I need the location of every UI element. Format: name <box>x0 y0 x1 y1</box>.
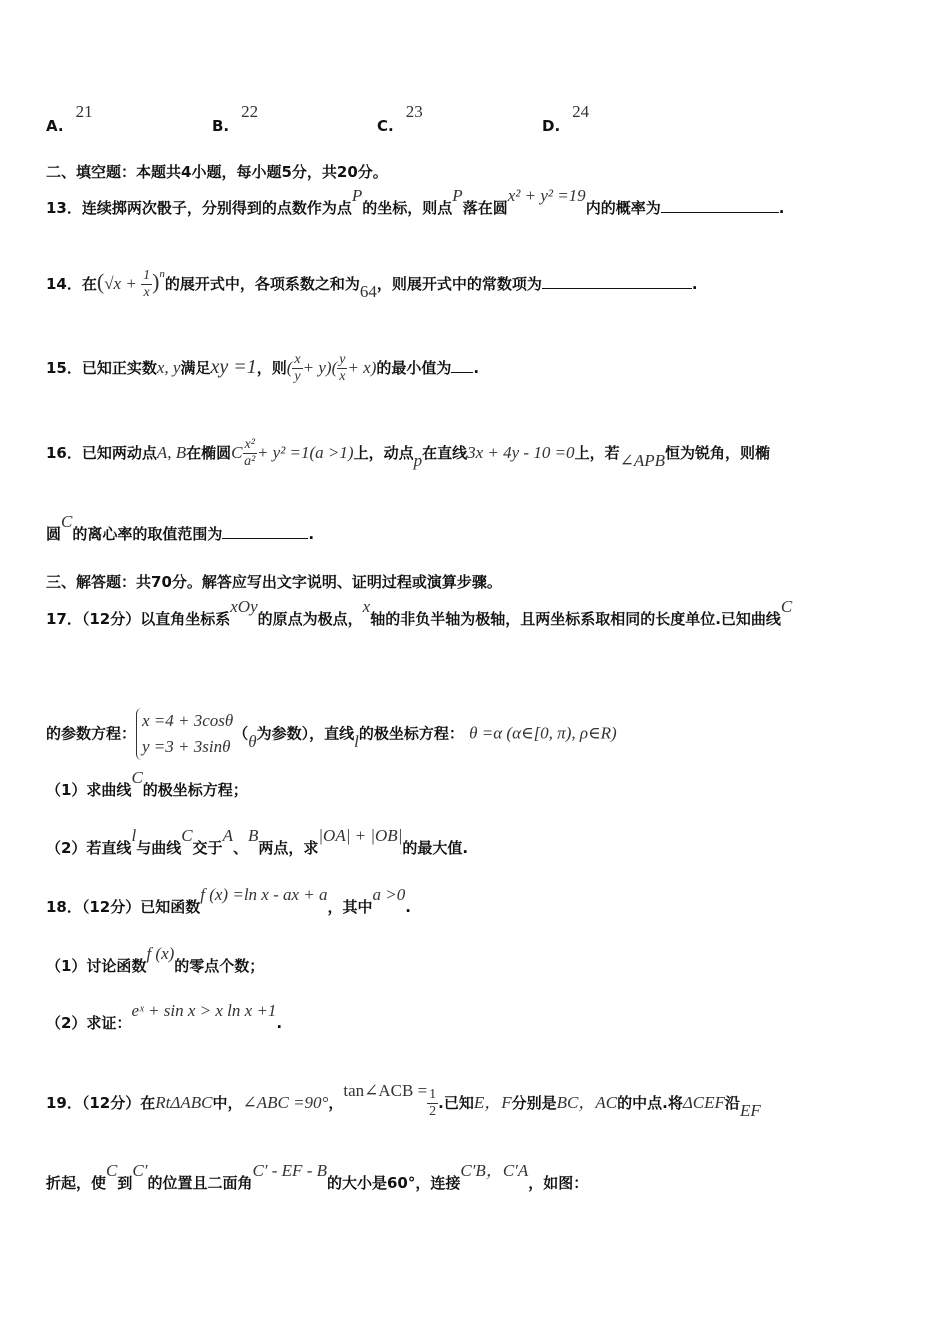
section-3-heading: 三、解答题：共70分。解答应写出文字说明、证明过程或演算步骤。 <box>46 573 502 591</box>
question-19-cont: 折起，使C到C′的位置且二面角C′ - EF - B的大小是60°，连接C′B，C′A，如图： <box>46 1161 589 1192</box>
answer-blank[interactable] <box>661 198 779 213</box>
option-a: A.21 <box>46 102 93 135</box>
option-d: D.24 <box>542 102 590 135</box>
question-16: 16．已知两动点A, B在椭圆C $\frac{\text{x²}}{\text{a²}}$ + y² =1(a >1)上，动点p在直线3x + 4y - 10 =0上，若∠APB恒为锐角，则椭 <box>46 437 770 470</box>
option-c: C.23 <box>377 102 423 135</box>
question-17: 17．（12分）以直角坐标系xOy的原点为极点，x轴的非负半轴为极轴，且两坐标系取相同的长度单位.已知曲线C <box>46 597 793 628</box>
option-b: B.22 <box>212 102 259 135</box>
section-2-heading: 二、填空题：本题共4小题，每小题5分，共20分。 <box>46 163 388 181</box>
question-18-part-1: （1）讨论函数f (x)的零点个数； <box>46 944 265 975</box>
question-16-cont: 圆C的离心率的取值范围为 . <box>46 512 315 543</box>
question-17-param: 的参数方程：x =4 + 3cosθ y =3 + 3sinθ（θ为参数），直线l的极坐标方程： θ =α (α∈[0, π), ρ∈R) <box>46 708 617 760</box>
question-15: 15．已知正实数x, y满足xy =1，则( $\frac{x}{y}$ + y)( $\frac{y}{x}$ + x)的最小值为 . <box>46 352 480 384</box>
question-13: 13．连续掷两次骰子，分别得到的点数作为点P的坐标，则点P落在圆x² + y² =19内的概率为 . <box>46 186 785 217</box>
question-17-part-1: （1）求曲线C的极坐标方程； <box>46 768 248 799</box>
question-18-part-2: （2）求证：eˣ + sin x > x ln x +1. <box>46 1001 283 1032</box>
question-17-part-2: （2）若直线l与曲线C交于A、B两点，求|OA| + |OB|的最大值. <box>46 826 469 857</box>
answer-blank[interactable] <box>542 274 692 289</box>
answer-blank[interactable] <box>451 358 473 373</box>
question-14: 14．在(√x + $\frac{1}{x}$ )$^n$的展开式中，各项系数之和为64，则展开式中的常数项为 . <box>46 268 698 301</box>
question-19: 19．（12分）在RtΔABC中，∠ABC =90°，tan∠ACB = $\frac{1}{2}$ .已知E，F分别是BC，AC的中点.将ΔCEF沿EF <box>46 1081 761 1120</box>
answer-blank[interactable] <box>222 524 308 539</box>
question-18: 18．（12分）已知函数f (x) =ln x - ax + a，其中a >0. <box>46 885 411 916</box>
